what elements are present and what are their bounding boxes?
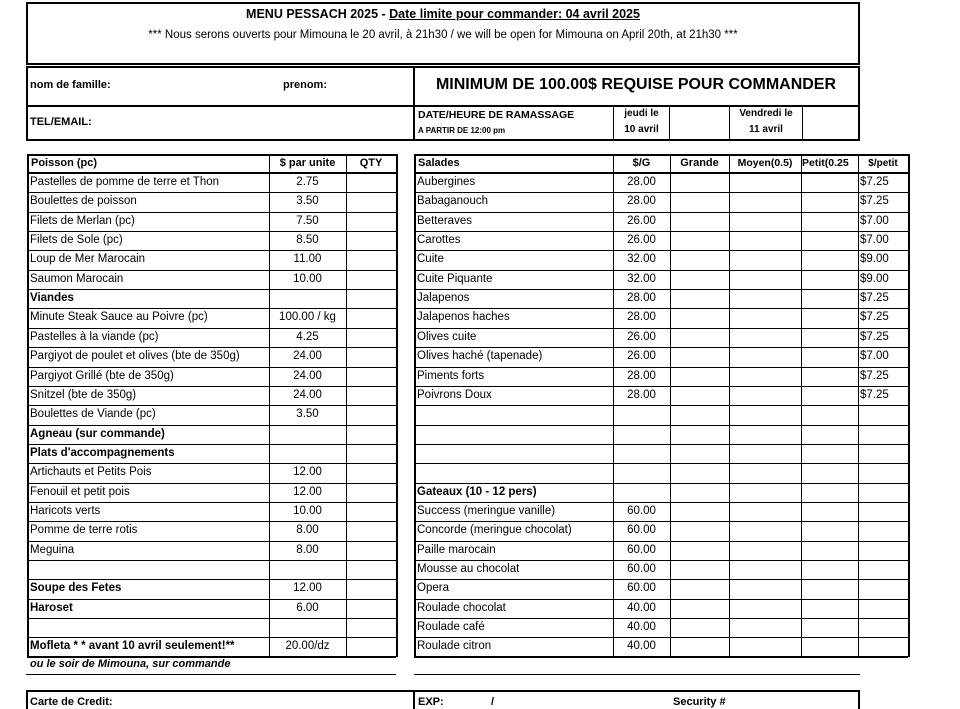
left-row-price: 24.00 <box>293 369 322 382</box>
right-row-price: 32.00 <box>627 272 656 285</box>
right-row-price: 28.00 <box>627 388 656 401</box>
right-row-name: Babaganouch <box>417 195 488 208</box>
right-row-name: Gateaux (10 - 12 pers) <box>417 485 537 498</box>
minimum-order-notice: MINIMUM DE 100.00$ REQUISE POUR COMMANDER <box>435 76 837 93</box>
right-row-price: 28.00 <box>627 369 656 382</box>
right-row-name: Betteraves <box>417 214 472 227</box>
left-row-price: 8.00 <box>296 524 319 537</box>
header-poisson: Poisson (pc) <box>31 157 98 169</box>
grande-qty-input[interactable] <box>671 464 728 481</box>
right-row-price: 40.00 <box>627 640 656 653</box>
pickup-day1-line2: 10 avril <box>624 124 659 135</box>
petit-qty-input[interactable] <box>802 329 857 346</box>
right-row-name: Piments forts <box>417 369 485 382</box>
credit-card-label: Carte de Credit: <box>30 696 113 708</box>
petit-qty-input[interactable] <box>802 251 857 268</box>
left-row-name: Artichauts et Petits Pois <box>30 466 152 479</box>
grande-qty-input[interactable] <box>671 232 728 249</box>
left-row-price: 24.00 <box>293 350 322 363</box>
pickup-day2-line2: 11 avril <box>749 124 783 135</box>
grande-qty-input[interactable] <box>671 484 728 501</box>
header-qty: QTY <box>359 157 383 169</box>
grande-qty-input[interactable] <box>671 329 728 346</box>
right-row-price: 26.00 <box>627 214 656 227</box>
qty-input[interactable] <box>347 387 395 404</box>
right-row-name: Olives cuite <box>417 330 477 343</box>
moyen-qty-input[interactable] <box>730 251 800 268</box>
right-row-price: 28.00 <box>627 292 656 305</box>
grande-qty-input[interactable] <box>671 387 728 404</box>
left-row-price: 10.00 <box>293 272 322 285</box>
right-row-price: 28.00 <box>627 176 656 188</box>
qty-input[interactable] <box>347 368 395 385</box>
left-row-price: 12.00 <box>293 582 322 595</box>
qty-input[interactable] <box>347 426 395 443</box>
left-row-price: 3.50 <box>296 195 319 208</box>
first-name-label: prenom: <box>283 79 327 91</box>
right-row-price: 60.00 <box>627 504 656 517</box>
qty-input[interactable] <box>347 638 395 655</box>
grande-qty-input[interactable] <box>671 290 728 307</box>
qty-input[interactable] <box>347 542 395 559</box>
right-row-price: 26.00 <box>627 350 656 363</box>
grande-qty-input[interactable] <box>671 600 728 617</box>
moyen-qty-input[interactable] <box>730 503 800 520</box>
grande-qty-input[interactable] <box>671 251 728 268</box>
left-row-price: 12.00 <box>293 485 322 498</box>
qty-input[interactable] <box>347 290 395 307</box>
right-row-name: Roulade chocolat <box>417 601 506 614</box>
moyen-qty-input[interactable] <box>730 368 800 385</box>
left-row-name: Fenouil et petit pois <box>30 485 130 498</box>
right-row-petit-price: $9.00 <box>860 272 889 285</box>
left-row-name: Agneau (sur commande) <box>30 427 165 440</box>
right-row-petit-price: $7.00 <box>860 214 889 227</box>
left-row-name: Plats d'accompagnements <box>30 446 175 459</box>
left-row-name: Meguina <box>30 543 75 556</box>
left-row-price: 7.50 <box>296 214 319 227</box>
grande-qty-input[interactable] <box>671 619 728 636</box>
right-row-name: Olives haché (tapenade) <box>417 350 543 363</box>
left-row-name: Filets de Sole (pc) <box>30 234 123 247</box>
petit-qty-input[interactable] <box>802 580 857 597</box>
left-row-name: Mofleta * * avant 10 avril seulement!** <box>30 640 235 653</box>
qty-input[interactable] <box>347 329 395 346</box>
right-row-petit-price: $7.25 <box>860 176 889 188</box>
grande-qty-input[interactable] <box>671 174 728 191</box>
moyen-qty-input[interactable] <box>730 232 800 249</box>
right-row-name: Success (meringue vanille) <box>417 504 556 517</box>
left-row-price: 8.50 <box>296 234 319 247</box>
right-row-petit-price: $7.25 <box>860 292 889 305</box>
moyen-qty-input[interactable] <box>730 329 800 346</box>
header-petit-price: $/petit <box>868 158 898 169</box>
moyen-qty-input[interactable] <box>730 464 800 481</box>
petit-qty-input[interactable] <box>802 619 857 636</box>
right-row-price: 26.00 <box>627 330 656 343</box>
right-row-petit-price: $7.25 <box>860 369 889 382</box>
petit-qty-input[interactable] <box>802 232 857 249</box>
moyen-qty-input[interactable] <box>730 193 800 210</box>
exp-label: EXP: <box>418 696 444 708</box>
qty-input[interactable] <box>347 232 395 249</box>
right-row-price: 60.00 <box>627 524 656 537</box>
qty-input[interactable] <box>347 522 395 539</box>
right-row-petit-price: $7.25 <box>860 311 889 324</box>
qty-input[interactable] <box>347 484 395 501</box>
left-row-name: Loup de Mer Marocain <box>30 253 146 266</box>
petit-qty-input[interactable] <box>802 464 857 481</box>
right-row-name: Paille marocain <box>417 543 496 556</box>
moyen-qty-input[interactable] <box>730 542 800 559</box>
pickup-sublabel: A PARTIR DE 12:00 pm <box>418 126 506 135</box>
left-row-name: Pomme de terre rotis <box>30 524 138 537</box>
petit-qty-input[interactable] <box>802 445 857 462</box>
right-row-price: 40.00 <box>627 621 656 634</box>
moyen-qty-input[interactable] <box>730 174 800 191</box>
right-row-price: 40.00 <box>627 601 656 614</box>
left-row-price: 8.00 <box>296 543 319 556</box>
left-row-name: Pastelles à la viande (pc) <box>30 330 159 343</box>
left-row-name: Snitzel (bte de 350g) <box>30 388 137 401</box>
menu-title: MENU PESSACH 2025 <box>246 7 379 21</box>
petit-qty-input[interactable] <box>802 522 857 539</box>
qty-input[interactable] <box>347 251 395 268</box>
grande-qty-input[interactable] <box>671 522 728 539</box>
petit-qty-input[interactable] <box>802 174 857 191</box>
right-row-name: Cuite <box>417 253 444 266</box>
moyen-qty-input[interactable] <box>730 638 800 655</box>
qty-input[interactable] <box>347 406 395 423</box>
right-row-name: Mousse au chocolat <box>417 563 520 575</box>
header-moyen: Moyen(0.5) <box>737 157 793 169</box>
grande-qty-input[interactable] <box>671 445 728 462</box>
qty-input[interactable] <box>347 193 395 210</box>
left-row-name: Soupe des Fetes <box>30 582 122 595</box>
left-row-name: Minute Steak Sauce au Poivre (pc) <box>30 311 208 324</box>
right-row-name: Poivrons Doux <box>417 388 492 401</box>
moyen-qty-input[interactable] <box>730 484 800 501</box>
right-row-name: Jalapenos <box>417 292 470 305</box>
grande-qty-input[interactable] <box>671 406 728 423</box>
petit-qty-input[interactable] <box>802 426 857 443</box>
right-row-petit-price: $7.25 <box>860 195 889 208</box>
security-label: Security # <box>673 696 726 708</box>
grande-qty-input[interactable] <box>671 542 728 559</box>
moyen-qty-input[interactable] <box>730 213 800 230</box>
qty-input[interactable] <box>347 580 395 597</box>
moyen-qty-input[interactable] <box>730 522 800 539</box>
right-row-name: Aubergines <box>417 176 476 188</box>
qty-input[interactable] <box>347 464 395 481</box>
grande-qty-input[interactable] <box>671 309 728 326</box>
grande-qty-input[interactable] <box>671 426 728 443</box>
right-row-name: Jalapenos haches <box>417 311 510 324</box>
qty-input[interactable] <box>347 348 395 365</box>
left-row-price: 3.50 <box>296 408 319 421</box>
right-row-name: Concorde (meringue chocolat) <box>417 524 572 537</box>
moyen-qty-input[interactable] <box>730 580 800 597</box>
moyen-qty-input[interactable] <box>730 348 800 365</box>
right-row-petit-price: $7.25 <box>860 330 889 343</box>
grande-qty-input[interactable] <box>671 580 728 597</box>
left-row-name: Filets de Merlan (pc) <box>30 214 135 227</box>
grande-qty-input[interactable] <box>671 193 728 210</box>
right-row-petit-price: $7.00 <box>860 350 889 363</box>
petit-qty-input[interactable] <box>802 638 857 655</box>
grande-qty-input[interactable] <box>671 368 728 385</box>
petit-qty-input[interactable] <box>802 309 857 326</box>
left-row-price: 10.00 <box>293 504 322 517</box>
left-row-name: Saumon Marocain <box>30 272 124 285</box>
left-row-name: Haroset <box>30 601 73 614</box>
grande-qty-input[interactable] <box>671 638 728 655</box>
qty-input[interactable] <box>347 600 395 617</box>
qty-input[interactable] <box>347 174 395 191</box>
petit-qty-input[interactable] <box>802 600 857 617</box>
left-row-name: Haricots verts <box>30 504 101 517</box>
moyen-qty-input[interactable] <box>730 290 800 307</box>
moyen-qty-input[interactable] <box>730 309 800 326</box>
petit-qty-input[interactable] <box>802 213 857 230</box>
petit-qty-input[interactable] <box>802 542 857 559</box>
left-row-price: 20.00/dz <box>285 640 330 653</box>
right-row-name: Roulade café <box>417 621 485 634</box>
petit-qty-input[interactable] <box>802 406 857 423</box>
order-deadline: Date limite pour commander: 04 avril 2025 <box>389 7 640 21</box>
right-row-price: 28.00 <box>627 311 656 324</box>
header-price-per-g: $/G <box>632 157 651 169</box>
left-row-name: Pastelles de pomme de terre et Thon <box>30 176 220 188</box>
qty-input[interactable] <box>347 619 395 636</box>
exp-slash: / <box>491 696 495 708</box>
pickup-day2-line1: Vendredi le <box>739 108 793 119</box>
left-row-price: 12.00 <box>293 466 322 479</box>
moyen-qty-input[interactable] <box>730 426 800 443</box>
left-row-price: 4.25 <box>296 330 319 343</box>
moyen-qty-input[interactable] <box>730 271 800 288</box>
right-row-name: Opera <box>417 582 449 595</box>
right-row-name: Carottes <box>417 234 461 247</box>
pickup-label: DATE/HEURE DE RAMASSAGE <box>418 109 575 121</box>
petit-qty-input[interactable] <box>802 368 857 385</box>
right-row-petit-price: $9.00 <box>860 253 889 266</box>
right-row-price: 26.00 <box>627 234 656 247</box>
left-row-price: 2.75 <box>296 176 319 188</box>
grande-qty-input[interactable] <box>671 213 728 230</box>
right-row-petit-price: $7.00 <box>860 234 889 247</box>
grande-qty-input[interactable] <box>671 503 728 520</box>
moyen-qty-input[interactable] <box>730 561 800 578</box>
petit-qty-input[interactable] <box>802 290 857 307</box>
left-row-price: 11.00 <box>293 253 322 266</box>
moyen-qty-input[interactable] <box>730 445 800 462</box>
grande-qty-input[interactable] <box>671 348 728 365</box>
qty-input[interactable] <box>347 561 395 578</box>
qty-input[interactable] <box>347 213 395 230</box>
qty-input[interactable] <box>347 309 395 326</box>
left-row-price: 6.00 <box>296 601 319 614</box>
tel-email-label: TEL/EMAIL: <box>30 116 92 128</box>
moyen-qty-input[interactable] <box>730 619 800 636</box>
right-row-price: 32.00 <box>627 253 656 266</box>
right-row-price: 60.00 <box>627 543 656 556</box>
left-row-price: 24.00 <box>293 388 322 401</box>
petit-qty-input[interactable] <box>802 348 857 365</box>
right-row-petit-price: $7.25 <box>860 388 889 401</box>
right-row-name: Cuite Piquante <box>417 272 493 285</box>
qty-input[interactable] <box>347 445 395 462</box>
right-row-name: Roulade citron <box>417 640 492 653</box>
moyen-qty-input[interactable] <box>730 600 800 617</box>
petit-qty-input[interactable] <box>802 484 857 501</box>
qty-input[interactable] <box>347 271 395 288</box>
header-salades: Salades <box>418 157 460 169</box>
left-row-name: Boulettes de poisson <box>30 195 137 208</box>
pickup-day1-line1: jeudi le <box>624 108 659 119</box>
right-row-price: 28.00 <box>627 195 656 208</box>
petit-qty-input[interactable] <box>802 193 857 210</box>
grande-qty-input[interactable] <box>671 561 728 578</box>
moyen-qty-input[interactable] <box>730 387 800 404</box>
petit-qty-input[interactable] <box>802 561 857 578</box>
petit-qty-input[interactable] <box>802 271 857 288</box>
header-price-per-unit: $ par unite <box>279 157 336 169</box>
header-grande: Grande <box>680 157 719 169</box>
family-name-label: nom de famille: <box>30 79 111 91</box>
left-row-name: Viandes <box>30 292 74 305</box>
header-petit: Petit(0.25 <box>802 157 849 169</box>
mimouna-notice: *** Nous serons ouverts pour Mimouna le 20 avril, à 21h30 / we will be open for Mimouna on April 20th, at 21h30 *** <box>148 29 738 41</box>
petit-qty-input[interactable] <box>802 503 857 520</box>
right-row-price: 60.00 <box>627 582 656 595</box>
grande-qty-input[interactable] <box>671 271 728 288</box>
petit-qty-input[interactable] <box>802 387 857 404</box>
qty-input[interactable] <box>347 503 395 520</box>
mofleta-footnote: ou le soir de Mimouna, sur commande <box>30 658 231 670</box>
left-row-name: Pargiyot de poulet et olives (bte de 350g) <box>30 350 240 363</box>
right-row-price: 60.00 <box>627 563 656 575</box>
left-row-name: Boulettes de Viande (pc) <box>30 408 156 421</box>
left-row-name: Pargiyot Grillé (bte de 350g) <box>30 369 174 382</box>
moyen-qty-input[interactable] <box>730 406 800 423</box>
left-row-price: 100.00 / kg <box>279 311 336 324</box>
